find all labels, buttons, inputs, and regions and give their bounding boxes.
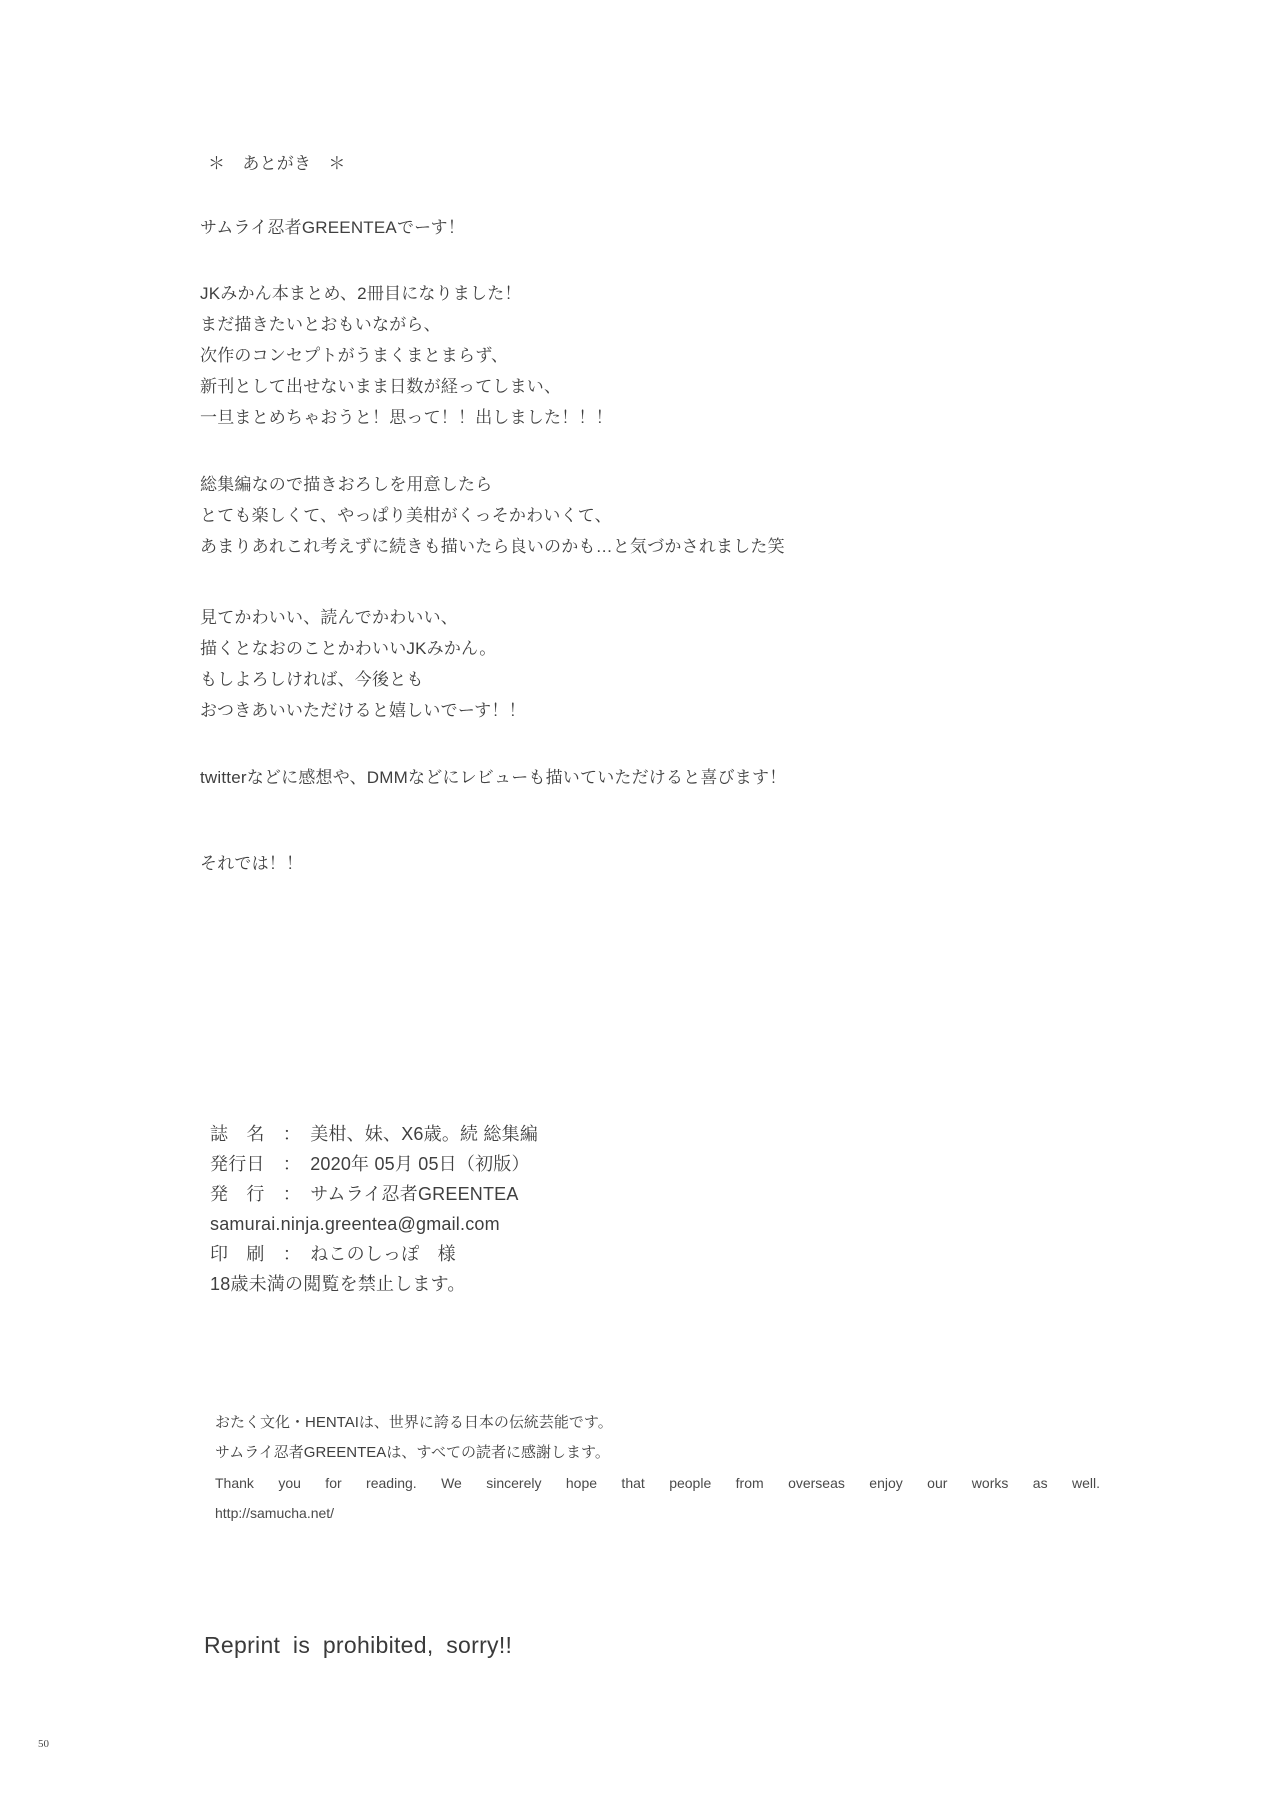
text-line: とても楽しくて、やっぱり美柑がくっそかわいくて、: [200, 506, 612, 525]
text-line: JKみかん本まとめ、2冊目になりました！: [200, 284, 522, 303]
afterword-paragraph-4: [200, 762, 786, 793]
author-greeting: サムライ忍者GREENTEAでーす！: [200, 218, 465, 237]
colophon-printer-line: 印 刷 ： ねこのしっぽ 様: [210, 1244, 456, 1264]
footer-jp-line-2: サムライ忍者GREENTEAは、すべての読者に感謝します。: [215, 1444, 610, 1461]
colophon-email: samurai.ninja.greentea@gmail.com: [210, 1214, 500, 1234]
afterword-heading: ＊ あとがき ＊: [208, 154, 346, 173]
footer-jp-line-1: おたく文化・HENTAIは、世界に誇る日本の伝統芸能です。: [215, 1414, 613, 1431]
footer-note-section: [215, 1408, 1100, 1528]
page-number: 50: [38, 1738, 49, 1750]
colophon-title-line: 誌 名 ： 美柑、妹、X6歳。続 総集編: [210, 1124, 539, 1144]
text-line: twitterなどに感想や、DMMなどにレビューも描いていただけると喜びます！: [200, 768, 787, 787]
footer-english-line: Thank you for reading. We sincerely hope that people from overseas enjoy our works as well.: [215, 1475, 1100, 1491]
text-line: 総集編なので描きおろしを用意したら: [200, 475, 493, 494]
website-url: http://samucha.net/: [215, 1505, 335, 1521]
colophon-date-line: 発行日 ： 2020年 05月 05日（初版）: [210, 1154, 530, 1174]
age-restriction-notice: 18歳未満の閲覧を禁止します。: [210, 1274, 466, 1294]
text-line: もしよろしければ、今後とも: [200, 670, 424, 689]
text-line: まだ描きたいとおもいながら、: [200, 315, 441, 334]
colophon-section: [210, 1119, 538, 1299]
closing-line: それでは！！: [200, 854, 304, 873]
reprint-prohibited-notice: Reprint is prohibited, sorry!!: [204, 1632, 513, 1658]
colophon-publisher-line: 発 行 ： サムライ忍者GREENTEA: [210, 1184, 519, 1204]
text-line: 新刊として出せないまま日数が経ってしまい、: [200, 377, 562, 396]
afterword-paragraph-3: [200, 602, 786, 726]
text-line: 次作のコンセプトがうまくまとまらず、: [200, 346, 509, 365]
text-line: 描くとなおのことかわいいJKみかん。: [200, 639, 497, 658]
text-line: あまりあれこれ考えずに続きも描いたら良いのかも…と気づかされました笑: [200, 537, 785, 556]
afterword-section: [200, 148, 786, 879]
text-line: おつきあいいただけると嬉しいでーす！！: [200, 701, 526, 720]
text-line: 見てかわいい、読んでかわいい、: [200, 608, 458, 627]
afterword-paragraph-1: [200, 278, 786, 433]
text-line: 一旦まとめちゃおうと！思って！！出しました！！！: [200, 408, 613, 427]
afterword-paragraph-2: [200, 469, 786, 562]
